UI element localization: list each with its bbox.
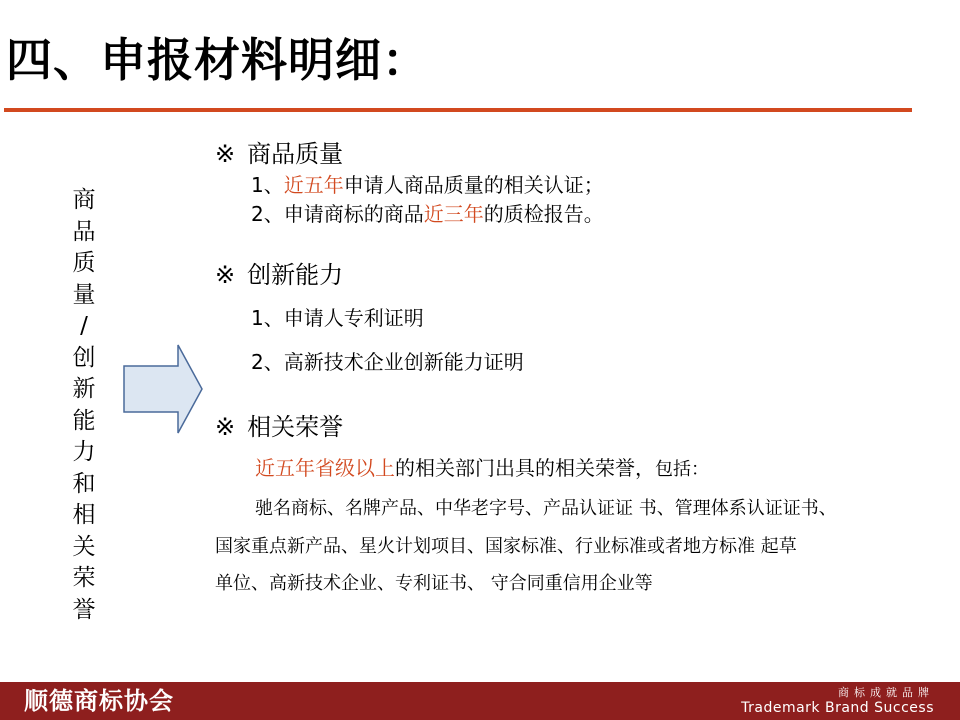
footer-brand-logo: 顺德商标协会	[24, 687, 174, 715]
item-text: 包括：	[655, 459, 709, 480]
vertical-char: 品	[72, 218, 96, 245]
section-title: 创新能力	[247, 261, 344, 289]
item-text: 1、	[251, 173, 284, 197]
vertical-char: 新	[72, 376, 96, 402]
quality-item-2	[251, 201, 604, 227]
vertical-char: 和	[72, 470, 96, 497]
footer-slogan-zh: 商标成就品牌	[838, 686, 934, 699]
honors-intro	[255, 455, 709, 483]
innovation-item-2: 2、高新技术企业创新能力证明	[251, 350, 524, 374]
section-heading-honors	[215, 412, 343, 442]
vertical-char: 量	[72, 281, 96, 308]
highlight-text: 近三年	[423, 202, 484, 226]
section-title: 相关荣誉	[247, 413, 344, 441]
item-text: 申请人商品质量的相关认证；	[343, 173, 604, 197]
vertical-char: 荣	[72, 565, 96, 591]
section-heading-quality	[215, 139, 343, 169]
footer-slogan-en: Trademark Brand Success	[741, 700, 934, 716]
section-heading-innovation	[215, 260, 343, 290]
right-arrow-icon	[122, 343, 204, 435]
vertical-char: /	[80, 313, 88, 339]
item-text: 的质检报告。	[483, 202, 604, 226]
highlight-text: 近五年省级以上	[255, 456, 395, 480]
honors-line-3: 单位、高新技术企业、专利证书、 守合同重信用企业等	[215, 573, 653, 594]
innovation-item-1: 1、申请人专利证明	[251, 306, 424, 330]
section-title: 商品质量	[247, 140, 344, 168]
quality-item-1	[251, 172, 604, 198]
reference-mark-icon: ※	[215, 261, 236, 289]
title-divider	[4, 108, 912, 112]
reference-mark-icon: ※	[215, 140, 236, 168]
vertical-char: 力	[72, 439, 96, 465]
honors-line-2: 国家重点新产品、星火计划项目、国家标准、行业标准或者地方标准 起草	[215, 536, 797, 557]
vertical-char: 能	[72, 407, 96, 434]
page-title: 四、申报材料明细：	[6, 33, 429, 87]
item-text: 的相关部门出具的相关荣誉，	[395, 456, 655, 480]
item-text: 2、申请商标的商品	[251, 202, 424, 226]
vertical-char: 关	[72, 533, 96, 560]
vertical-category-label	[64, 185, 104, 626]
vertical-char: 誉	[72, 596, 96, 623]
reference-mark-icon: ※	[215, 413, 236, 441]
vertical-char: 商	[72, 187, 96, 213]
footer-bar	[0, 682, 960, 720]
highlight-text: 近五年	[283, 173, 344, 197]
vertical-char: 创	[72, 344, 96, 371]
vertical-char: 质	[72, 250, 96, 276]
honors-line-1: 驰名商标、名牌产品、中华老字号、产品认证证 书、管理体系认证证书、	[255, 498, 837, 519]
vertical-char: 相	[72, 502, 96, 528]
